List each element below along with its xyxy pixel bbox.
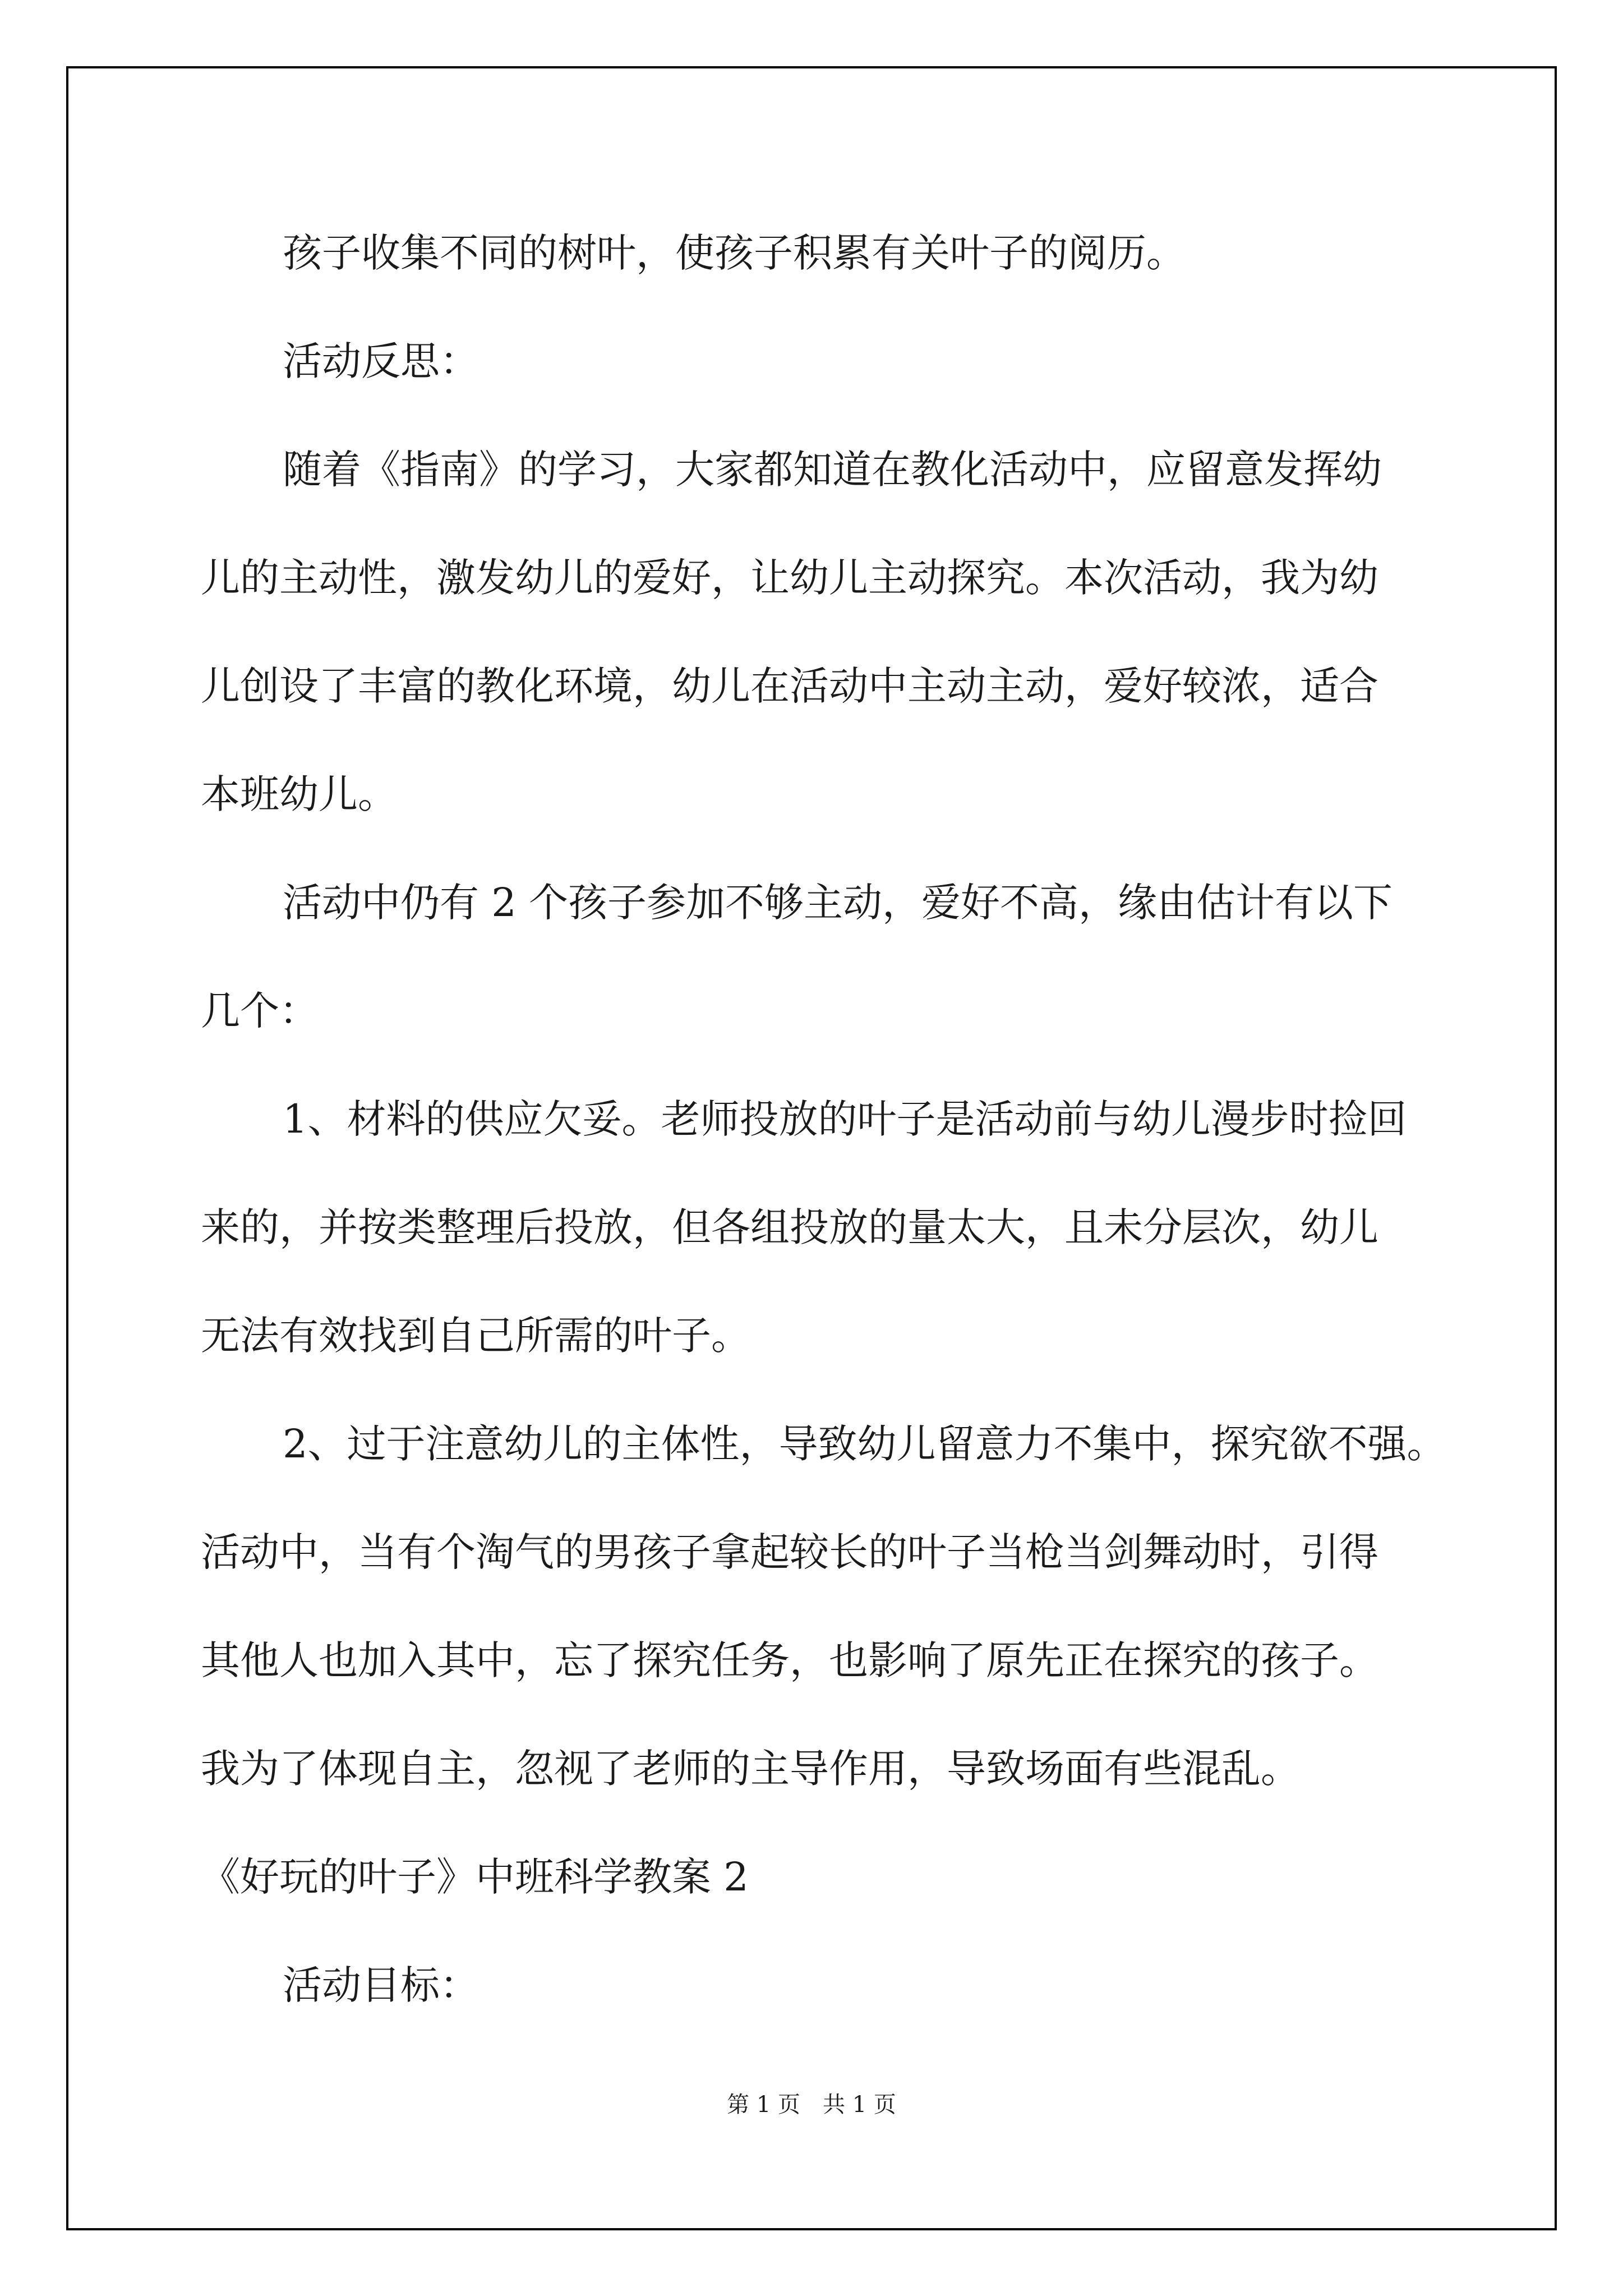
section-title: 《好玩的叶子》中班科学教案 2: [201, 1854, 749, 1900]
body-text-block-1: [201, 199, 1446, 1823]
paragraph-line: 随着《指南》的学习，大家都知道在教化活动中，应留意发挥幼: [283, 447, 1382, 493]
paragraph-line: 1、材料的供应欠妥。老师投放的叶子是活动前与幼儿漫步时捡回: [283, 1096, 1407, 1142]
paragraph-line: 孩子收集不同的树叶，使孩子积累有关叶子的阅历。: [283, 230, 1186, 276]
page-number-footer: 第 1 页 共 1 页: [727, 2092, 896, 2118]
paragraph-line: 儿的主动性，激发幼儿的爱好，让幼儿主动探究。本次活动，我为幼: [201, 555, 1378, 601]
paragraph-line: 活动中，当有个淘气的男孩子拿起较长的叶子当枪当剑舞动时，引得: [201, 1529, 1378, 1575]
paragraph-line: 2、过于注意幼儿的主体性，导致幼儿留意力不集中，探究欲不强。: [283, 1421, 1446, 1467]
activity-goals-heading: 活动目标：: [283, 1962, 479, 2008]
paragraph-line: 本班幼儿。: [201, 771, 397, 817]
paragraph-line: 无法有效找到自己所需的叶子。: [201, 1313, 750, 1359]
paragraph-line: 来的，并按类整理后投放，但各组投放的量太大，且未分层次，幼儿: [201, 1204, 1378, 1250]
paragraph-line: 儿创设了丰富的教化环境，幼儿在活动中主动主动，爱好较浓，适合: [201, 663, 1378, 709]
paragraph-line: 几个：: [201, 988, 319, 1034]
paragraph-heading-reflection: 活动反思：: [283, 338, 479, 384]
paragraph-line: 我为了体现自主，忽视了老师的主导作用，导致场面有些混乱。: [201, 1746, 1300, 1792]
paragraph-line: 活动中仍有 2 个孩子参加不够主动，爱好不高，缘由估计有以下: [283, 880, 1393, 926]
paragraph-line: 其他人也加入其中，忘了探究任务，也影响了原先正在探究的孩子。: [201, 1637, 1378, 1683]
